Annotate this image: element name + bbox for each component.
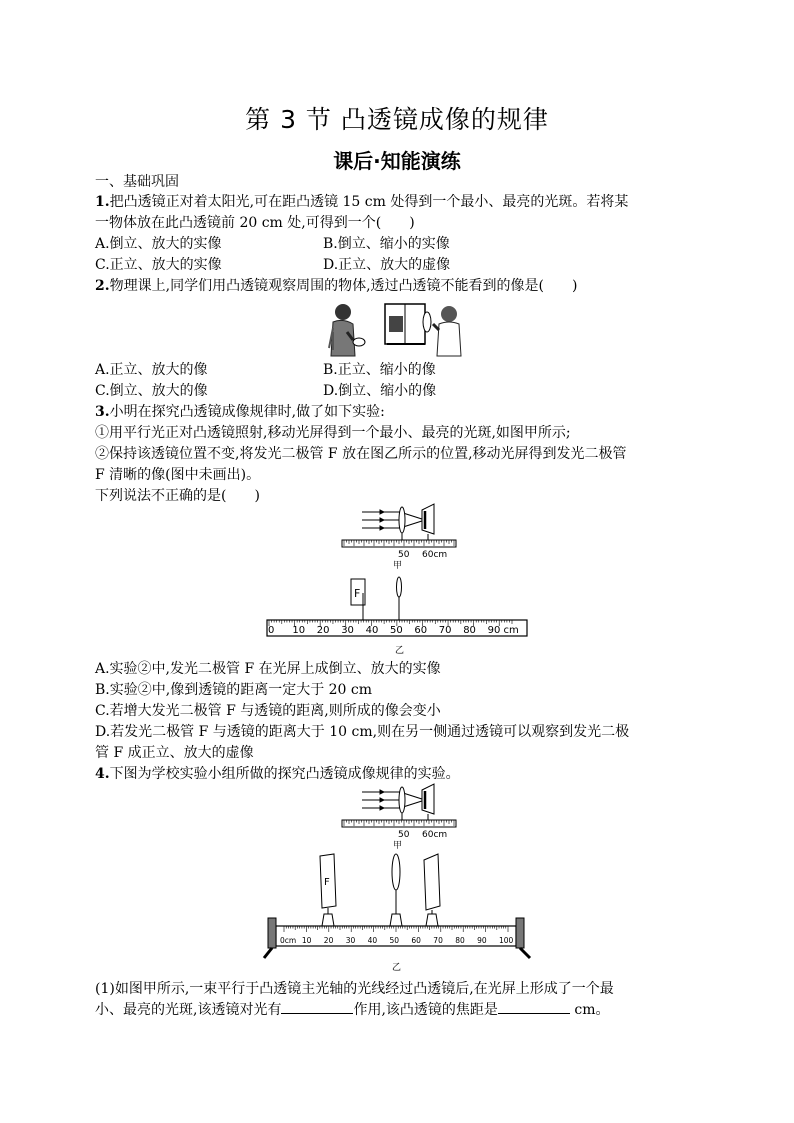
jia-tick-50: 50	[398, 550, 410, 560]
q3-option-d-line2: 管 F 成正立、放大的虚像	[95, 745, 254, 761]
q4-part1-text-c: cm。	[569, 1002, 610, 1018]
ruler-tick-label: 90 cm	[487, 625, 519, 636]
q3-step1: ①用平行光正对凸透镜照射,移动光屏得到一个最小、最亮的光斑,如图甲所示;	[95, 425, 571, 441]
q1-option-b: B.倒立、缩小的实像	[323, 236, 450, 252]
page-subtitle: 课后·知能演练	[333, 149, 461, 173]
jia2-tick-50: 50	[398, 830, 410, 840]
q2-option-b: B.正立、缩小的像	[323, 362, 436, 378]
q2-text: 物理课上,同学们用凸透镜观察周围的物体,透过凸透镜不能看到的像是( )	[109, 278, 578, 294]
q2-option-d: D.倒立、缩小的像	[323, 383, 437, 399]
q3-number: 3.	[95, 404, 110, 420]
ruler-tick-label: 10	[292, 625, 306, 636]
q2-number: 2.	[95, 278, 110, 294]
q3-intro: 小明在探究凸透镜成像规律时,做了如下实验:	[109, 404, 385, 420]
yi2-f-label: F	[324, 877, 330, 888]
q1-number: 1.	[95, 194, 110, 210]
answer-blank-1[interactable]	[281, 1000, 353, 1014]
q3-option-a: A.实验②中,发光二极管 F 在光屏上成倒立、放大的实像	[95, 661, 441, 677]
q3-stem	[95, 402, 385, 422]
q3-option-b: B.实验②中,像到透镜的距离一定大于 20 cm	[95, 682, 373, 698]
q2-option-c: C.倒立、放大的像	[95, 383, 208, 399]
ruler-tick-label: 30	[341, 625, 354, 636]
q3-option-d-line1: D.若发光二极管 F 与透镜的距离大于 10 cm,则在另一侧通过透镜可以观察到发光二极	[95, 724, 630, 740]
ruler-tick-label: 70	[433, 936, 443, 945]
page-title: 第 3 节 凸透镜成像的规律	[245, 105, 549, 134]
q4-part1-text-b: 作用,该凸透镜的焦距是	[353, 1002, 498, 1018]
ruler-tick-label: 90	[477, 936, 487, 945]
ruler-tick-label: 60	[411, 936, 421, 945]
q1-option-d: D.正立、放大的虚像	[323, 257, 451, 273]
yi-caption: 乙	[395, 646, 405, 656]
q3-step2-line1: ②保持该透镜位置不变,将发光二极管 F 放在图乙所示的位置,移动光屏得到发光二极管	[95, 446, 627, 462]
q1-option-c: C.正立、放大的实像	[95, 257, 222, 273]
ruler-tick-label: 80	[455, 936, 465, 945]
jia2-caption: 甲	[393, 841, 403, 851]
q2-illustration	[325, 298, 470, 360]
ruler-tick-label: 30	[345, 936, 356, 945]
q2-stem	[95, 276, 577, 296]
ruler-tick-label: 50	[389, 936, 400, 945]
jia-tick-60: 60cm	[422, 550, 448, 560]
q3-step2-line2: F 清晰的像(图中未画出)。	[95, 467, 261, 483]
ruler-tick-label: 100	[499, 936, 514, 945]
ruler-tick-label: 20	[323, 936, 334, 945]
ruler-tick-label: 80	[463, 625, 476, 636]
q3-option-c: C.若增大发光二极管 F 与透镜的距离,则所成的像会变小	[95, 703, 441, 719]
q4-number: 4.	[95, 766, 110, 782]
yi2-caption: 乙	[392, 963, 402, 973]
jia2-tick-60: 60cm	[422, 830, 448, 840]
ruler-tick-label: 0	[268, 625, 275, 636]
figure-jia-q4	[340, 780, 460, 852]
q4-part1-line1: (1)如图甲所示,一束平行于凸透镜主光轴的光线经过凸透镜后,在光屏上形成了一个最	[95, 981, 614, 997]
jia-caption: 甲	[393, 561, 403, 571]
q4-part1-text-a: 小、最亮的光斑,该透镜对光有	[95, 1002, 282, 1018]
ruler-tick-label: 60	[414, 625, 428, 636]
ruler-tick-label: 0cm	[280, 936, 297, 945]
q2-option-a: A.正立、放大的像	[95, 362, 208, 378]
q4-text: 下图为学校实验小组所做的探究凸透镜成像规律的实验。	[109, 766, 460, 782]
ruler-tick-label: 10	[301, 936, 312, 945]
ruler-tick-label: 50	[390, 625, 403, 636]
q1-option-a: A.倒立、放大的实像	[95, 236, 222, 252]
figure-yi-q3	[265, 575, 530, 657]
section-heading: 一、基础巩固	[95, 174, 179, 190]
figure-yi-q4	[262, 852, 534, 974]
q1-stem-line2: 一物体放在此凸透镜前 20 cm 处,可得到一个( )	[95, 215, 415, 231]
figure-jia-q3	[340, 500, 460, 572]
yi-f-label: F	[354, 587, 361, 600]
answer-blank-2[interactable]	[498, 1000, 570, 1014]
ruler-tick-label: 40	[367, 936, 378, 945]
q1-text-1: 把凸透镜正对着太阳光,可在距凸透镜 15 cm 处得到一个最小、最亮的光斑。若将某	[109, 194, 629, 210]
ruler-tick-label: 20	[316, 625, 330, 636]
q3-question: 下列说法不正确的是( )	[95, 488, 260, 504]
q1-stem-line1	[95, 192, 628, 212]
q4-part1-line2	[95, 1000, 609, 1020]
ruler-tick-label: 70	[438, 625, 452, 636]
ruler-tick-label: 40	[365, 625, 379, 636]
